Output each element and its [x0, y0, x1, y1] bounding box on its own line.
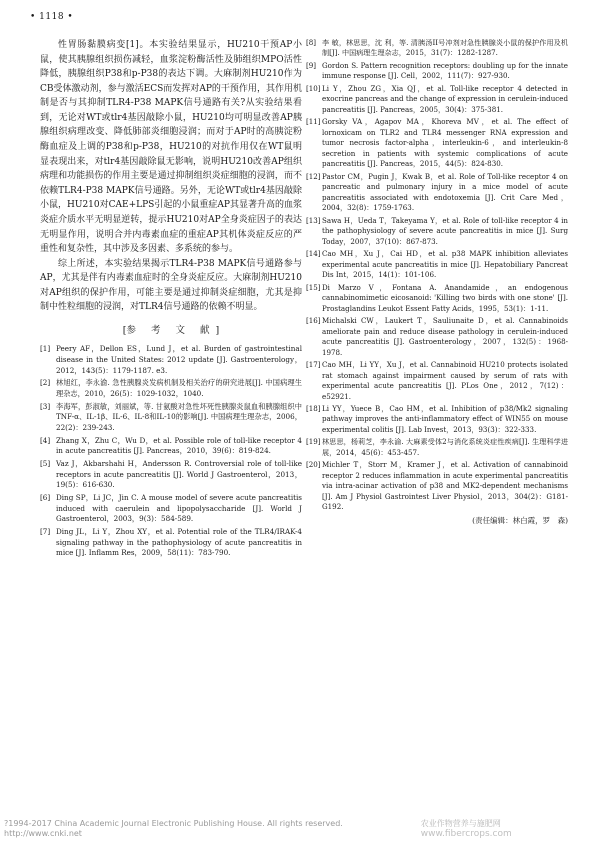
reference-number: [12] — [306, 171, 321, 181]
reference-number: [9] — [306, 60, 317, 70]
reference-text: Michalski CW，Laukert T，Sauliunaite D，et al. Cannabinoids ameliorate pain and reduce disease pathology in cerulein-induced acute pancreatitis [J]. Gastroenterology，2007，132(5)：1968-1978. — [322, 316, 568, 357]
right-column — [306, 38, 568, 527]
reference-item — [306, 316, 568, 358]
reference-item — [306, 249, 568, 280]
reference-item — [306, 216, 568, 247]
reference-item — [306, 117, 568, 169]
references-heading: [参 考 文 献] — [122, 324, 220, 336]
reference-number: [14] — [306, 249, 321, 259]
reference-number: [1] — [40, 344, 51, 354]
reference-text: Ding SP，Li JC，Jin C. A mouse model of severe acute pancreatitis induced with caerulein and lipopolysaccharide [J]. World J Gastroenterol，2003，9(3)：584-589. — [56, 492, 302, 524]
reference-item — [306, 360, 568, 402]
reference-number: [16] — [306, 316, 321, 326]
left-column — [40, 38, 302, 561]
copyright-notice: ?1994-2017 China Academic Journal Electronic Publishing House. All rights reserved. http://www.cnki.net — [4, 819, 351, 838]
reference-item — [306, 84, 568, 115]
reference-text: Li YY，Yuece B，Cao HM，et al. Inhibition of p38/Mk2 signaling pathway improves the anti-inflammatory effect of WIN55 on mouse experimental colitis [J]. Lab Invest，2013，93(3)：322-333. — [322, 403, 568, 434]
reference-text: 李 敏，林思思，沈 利，等. 清胰汤II号冲剂对急性胰腺炎小鼠的保护作用及机制[J]. 中国病理生理杂志，2015，31(7)：1282-1287. — [322, 38, 568, 58]
reference-text: Di Marzo V，Fontana A. Anandamide，an endogenous cannabinomimetic eicosanoid: 'Killing two birds with one stone' [J]. Prostaglandins Leukot Essent Fatty Acids，1995，53(1)：1-11. — [322, 282, 568, 313]
reference-item — [306, 61, 568, 82]
watermark-text: 农业作物营养与施肥网 — [420, 819, 501, 828]
watermark-site: www.fibercrops.com — [420, 829, 512, 839]
page-number: • 1118 • — [30, 12, 74, 22]
reference-number: [13] — [306, 215, 321, 225]
reference-item — [306, 437, 568, 458]
reference-number: [7] — [40, 526, 51, 536]
page-footer — [4, 818, 591, 839]
reference-text: Peery AF，Dellon ES，Lund J，et al. Burden of gastrointestinal disease in the United States: 2012 update [J]. Gastroenterology，2012，143(5)：1179-1187. e3. — [56, 344, 302, 375]
reference-item — [306, 283, 568, 314]
body-paragraph-1: 性胃肠黏膜病变[1]。本实验结果显示，HU210干预AP小鼠，使其胰腺组织损伤减轻，血浆淀粉酶活性及肺组织MPO活性降低，胰腺组织P38和p-P38的表达下调。大麻制剂HU210作为CB受体激动剂，参与激活ECS而发挥对AP的干预作用，其作用机制是否与其抑制TLR4-P38 MAPK信号通路有关?从实验结果看到，无论对WT或tlr4基因敲除小鼠，HU210均可明显改善AP胰腺组织病理改变、降低肺部炎细胞浸润；而对于AP时的高胰淀粉酶血症及上调的P38和p-P38，HU210的对抗作用仅在WT鼠明显表现出来，对tlr4基因敲除鼠无影响，说明HU210改善AP组织病理和功能损伤的作用主要是通过抑制组织炎症细胞的浸润，而不依赖TLR4-P38 MAPK信号通路。另外，无论WT或tlr4基因敲除小鼠，HU210对CAE+LPS引起的小鼠重症AP其显著升高的血浆炎症介质水平无明显逆转，提示HU210对AP全身炎症因子的表达无明显作用，说明合并内毒素血症的重症AP其机体炎症反应的严重性和复杂性，其中涉及多因素、多系统的参与。 — [40, 40, 302, 255]
reference-text: Pastor CM，Pugin J，Kwak B，et al. Role of Toll-like receptor 4 on pancreatic and pulmonary injury in a mice model of acute pancreatitis associated with endotoxemia [J]. Crit Care Med，2004，32(8)：1759-1763. — [322, 171, 568, 213]
reference-text: Michler T，Storr M，Kramer J，et al. Activation of cannabinoid receptor 2 reduces inflammation in acute experimental pancreatitis via intra-acinar activation of p38 and MK2-dependent mechanisms [J]. Am J Physiol Gastrointest Liver Physiol，2013，304(2)：G181-G192. — [322, 460, 568, 512]
reference-item — [306, 404, 568, 435]
reference-item — [40, 459, 302, 491]
reference-item — [40, 436, 302, 457]
reference-text: Li Y，Zhou ZG，Xia QJ，et al. Toll-like receptor 4 detected in exocrine pancreas and the change of expression in cerulein-induced pancreatitis [J]. Pancreas，2005，30(4)：375-381. — [322, 83, 568, 114]
reference-text: Cao MH，Xu J，Cai HD，et al. p38 MAPK inhibition alleviates experimental acute pancreatitis in mice [J]. Hepatobiliary Pancreat Dis Int，2015，14(1)：101-106. — [322, 249, 568, 280]
reference-item — [40, 402, 302, 434]
references-heading-text: 参 考 文 献 — [126, 324, 216, 336]
reference-number: [17] — [306, 360, 321, 370]
reference-number: [15] — [306, 282, 321, 292]
reference-text: Gorsky VA，Agapov MA，Khoreva MV，et al. The effect of lornoxicam on TLR2 and TLR4 messenger RNA expression and tumor necrosis factor-alpha，interleukin-6，and interleukin-8 secretion in patients with systemic complications of acute pancreatitis [J]. Pancreas，2015，44(5)：824-830. — [322, 117, 568, 169]
reference-number: [18] — [306, 403, 321, 413]
reference-text: Vaz J，Akbarshahi H，Andersson R. Controversial role of toll-like receptors in acute pancreatitis [J]. World J Gastroenterol，2013，19(5)：616-630. — [56, 458, 302, 490]
reference-number: [11] — [306, 117, 321, 127]
reference-number: [8] — [306, 38, 317, 47]
reference-number: [3] — [40, 401, 51, 411]
reference-text: 林思思，杨莉芝，李永渝. 大麻素受体2与消化系统炎症性疾病[J]. 生理科学进展，2014，45(6)：453-457. — [322, 437, 568, 457]
reference-number: [6] — [40, 492, 51, 502]
reference-item — [306, 460, 568, 512]
reference-item — [40, 493, 302, 525]
reference-text: Zhang X，Zhu C，Wu D，et al. Possible role of toll-like receptor 4 in acute pancreatitis [J]. Pancreas，2010，39(6)：819-824. — [56, 435, 302, 456]
body-paragraph-2: 综上所述，本实验结果揭示TLR4-P38 MAPK信号通路参与AP，尤其是伴有内毒素血症时的全身炎症反应。大麻制剂HU210对AP组织的保护作用，可能主要是通过抑制炎症细胞，尤其是抑制中性粒细胞的浸润，对TLR4信号通路的依赖不明显。 — [40, 258, 302, 313]
reference-number: [10] — [306, 83, 321, 93]
reference-item — [306, 38, 568, 59]
reference-item — [40, 344, 302, 376]
reference-item — [40, 527, 302, 559]
reference-number: [4] — [40, 435, 51, 445]
reference-text: 林旭红，李永渝. 急性胰腺炎发病机制及相关治疗的研究进展[J]. 中国病理生理杂志，2010，26(5)：1029-1032，1040. — [56, 378, 302, 398]
reference-item — [306, 172, 568, 214]
reference-number: [19] — [306, 437, 321, 447]
reference-text: Gordon S. Pattern recognition receptors: doubling up for the innate immune response [J]. Cell，2002，111(7)：927-930. — [322, 60, 568, 81]
reference-text: Ding JL，Li Y，Zhou XY，et al. Potential role of the TLR4/IRAK-4 signaling pathway in the pathophysiology of acute pancreatitis in mice [J]. Inflamm Res，2009，58(11)：783-790. — [56, 526, 302, 558]
reference-item — [40, 378, 302, 399]
reference-number: [5] — [40, 458, 51, 468]
reference-text: Sawa H，Ueda T，Takeyama Y，et al. Role of toll-like receptor 4 in the pathophysiology of severe acute pancreatitis in mice [J]. Surg Today，2007，37(10)：867-873. — [322, 215, 568, 246]
reference-text: Cao MH，Li YY，Xu J，et al. Cannabinoid HU210 protects isolated rat stomach against impairment caused by serum of rats with experimental acute pancreatitis [J]. PLos One，2012，7(12)：e52921. — [322, 360, 568, 401]
reference-number: [20] — [306, 460, 321, 470]
reference-number: [2] — [40, 378, 51, 388]
responsible-editors: (责任编辑：林白霞，罗 森) — [472, 515, 568, 525]
reference-text: 李海军，彭淑敏，刘丽斌，等. 甘氨酸对急性坏死性胰腺炎鼠血和胰腺组织中TNF-α、IL-1β、IL-6、IL-8和IL-10的影响[J]. 中国病理生理杂志，2006，22(2)：239-243. — [56, 401, 302, 432]
